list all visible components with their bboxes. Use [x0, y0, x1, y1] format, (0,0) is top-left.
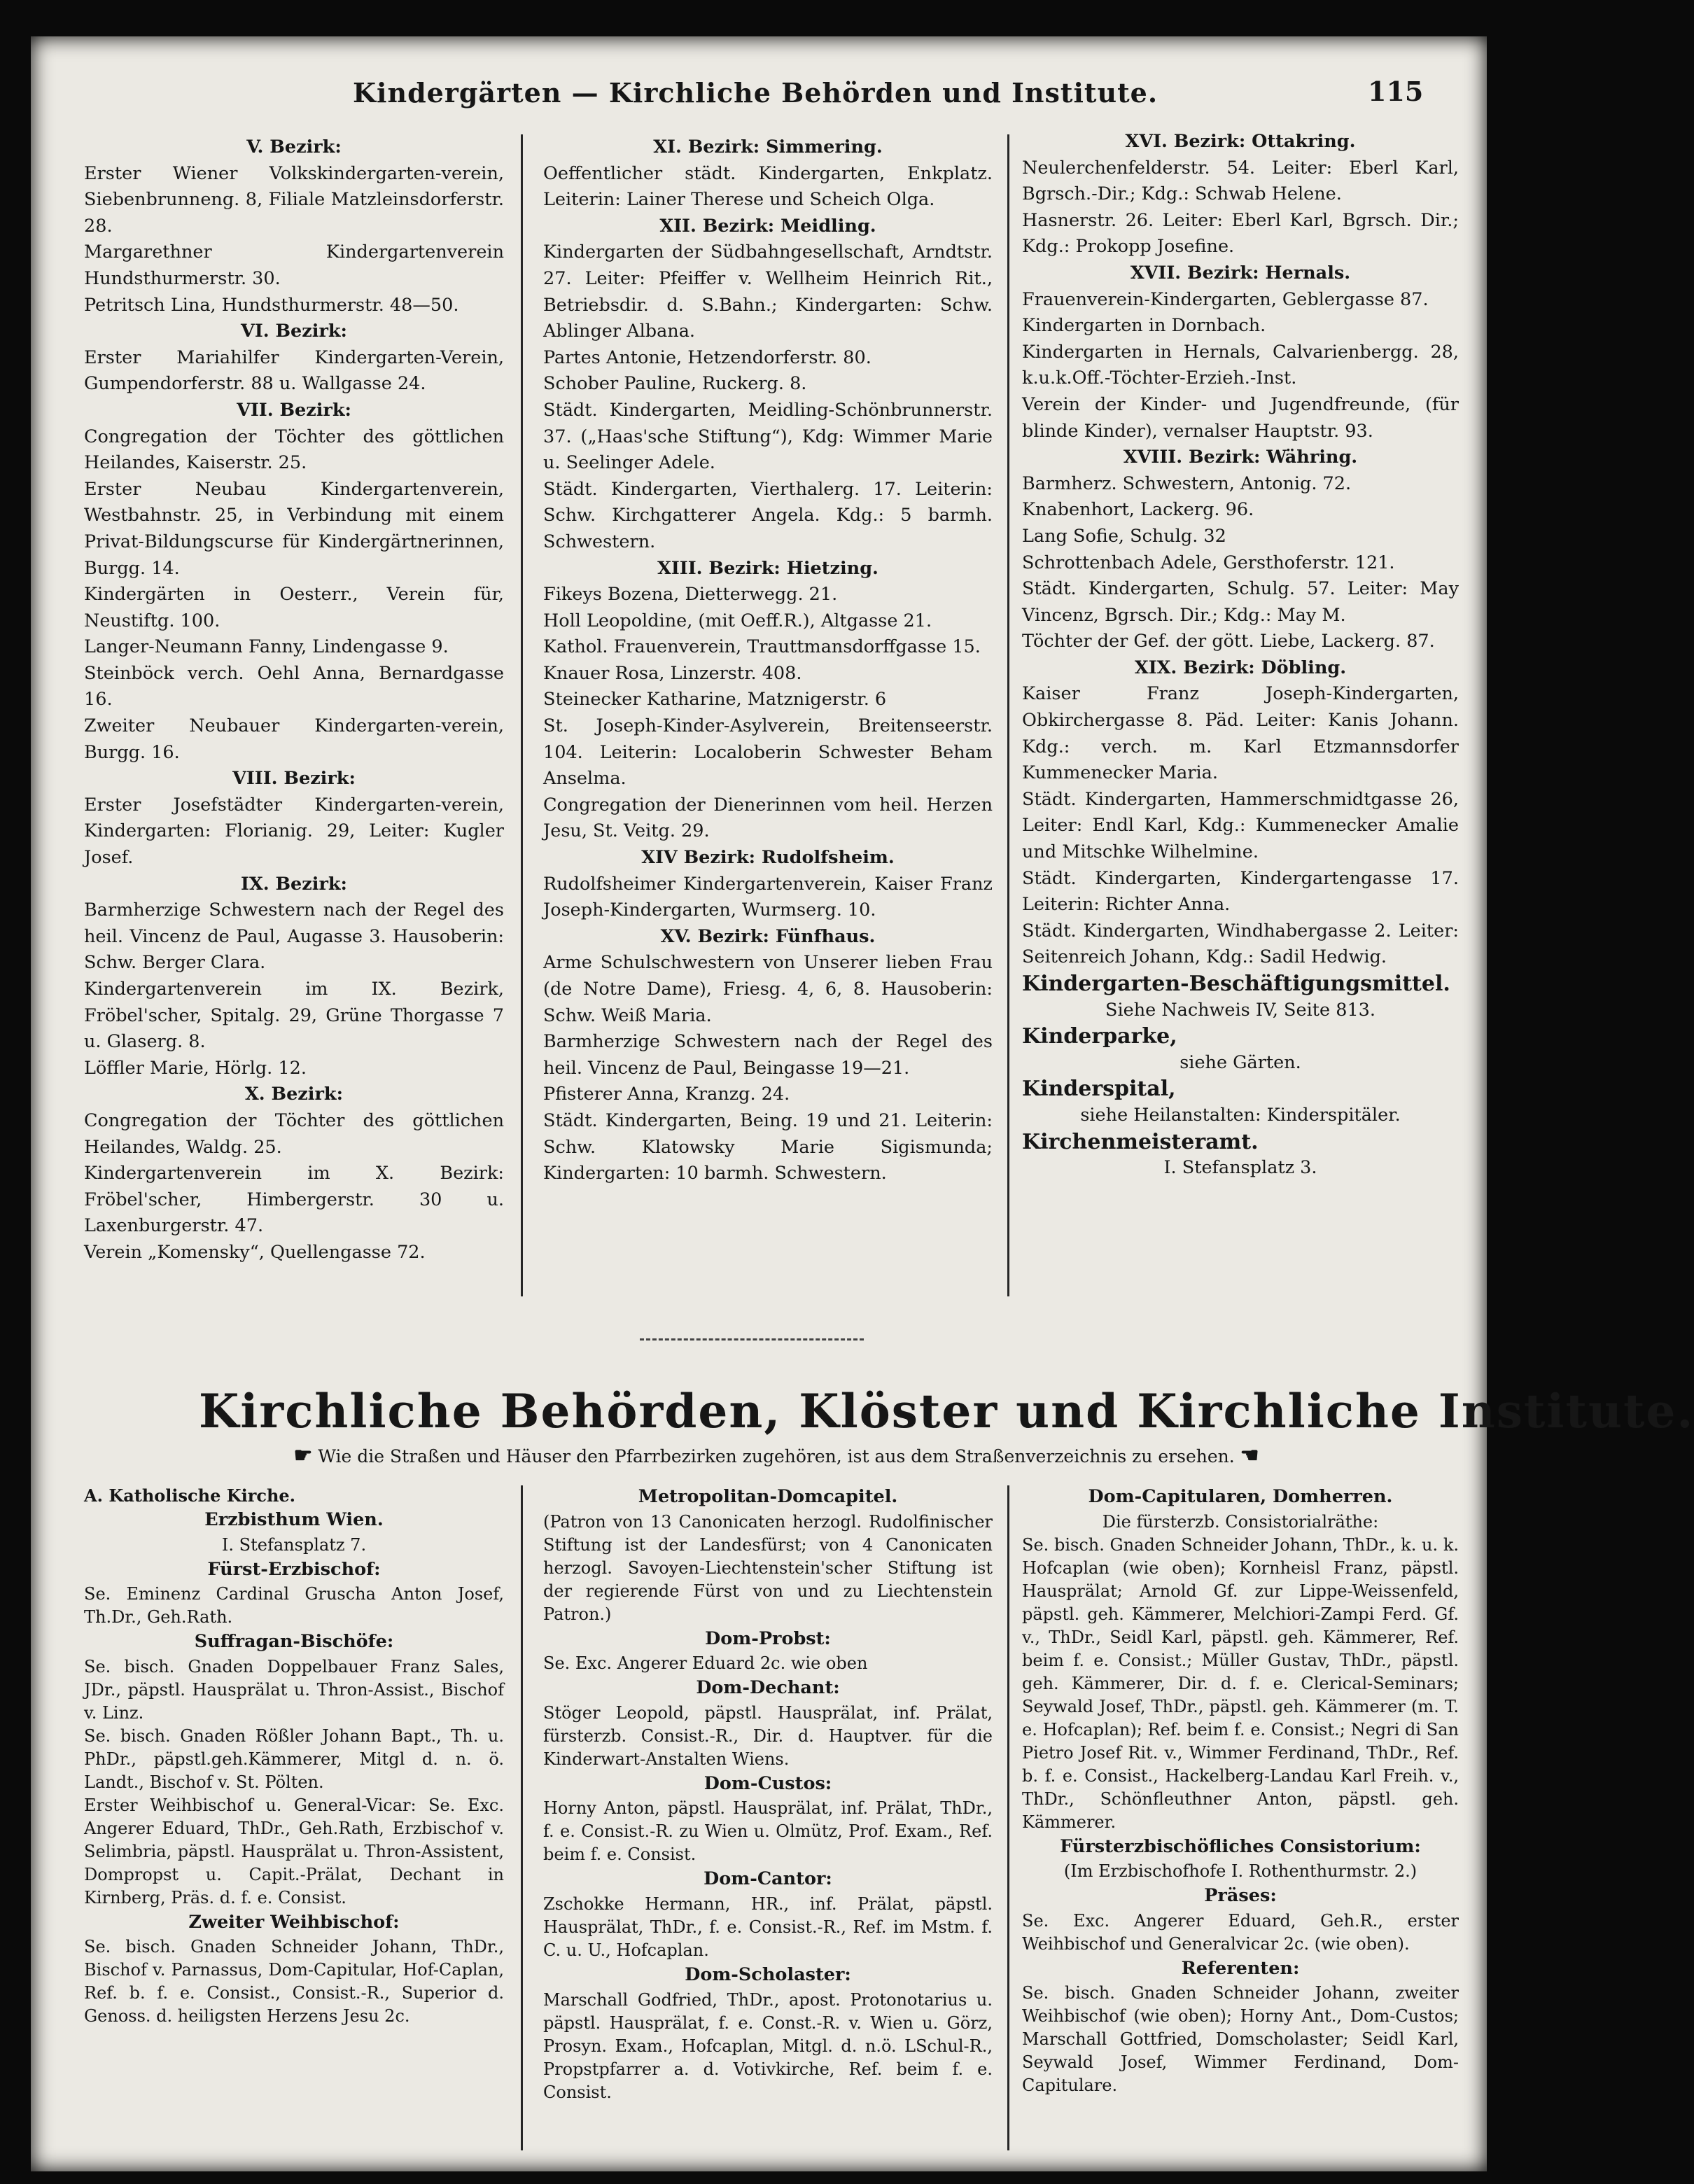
district-heading: V. Bezirk:	[246, 136, 342, 158]
entry: Erster Mariahilfer Kindergarten-Verein, Gumpendorferstr. 88 u. Wallgasse 24.	[84, 346, 504, 395]
entry: Se. Exc. Angerer Eduard, Geh.R., erster Weihbischof und Generalvicar 2c. (wie oben).	[1022, 1910, 1459, 1954]
entry: Oeffentlicher städt. Kindergarten, Enkplatz. Leiterin: Lainer Therese und Scheich Olga.	[543, 162, 993, 211]
page-number: 115	[1368, 76, 1424, 107]
district-heading: XV. Bezirk: Fünfhaus.	[660, 925, 876, 947]
lower-column-3	[1022, 1484, 1459, 2097]
district-heading: XI. Bezirk: Simmering.	[653, 136, 883, 158]
entry: Se. bisch. Gnaden Schneider Johann, ThDr., Bischof v. Parnassus, Dom-Capitular, Hof-Caplan, Ref. b. f. e. Consist., Consist.-R., Superior d. Genoss. d. heiligsten Herzens Jesu 2c.	[84, 1937, 504, 2026]
entry: Schober Pauline, Ruckerg. 8.	[543, 373, 807, 395]
category-heading: Kinderspital,	[1022, 1077, 1176, 1102]
entry: Petritsch Lina, Hundsthurmerstr. 48—50.	[84, 294, 459, 316]
entry: Städt. Kindergarten, Windhabergasse 2. Leiter: Seitenreich Johann, Kdg.: Sadil Hedwig.	[1022, 920, 1459, 968]
district-heading: VII. Bezirk:	[237, 399, 351, 421]
column-rule	[521, 134, 523, 1296]
office-heading: Dom-Cantor:	[704, 1868, 832, 1890]
entry: Verein der Kinder- und Jugendfreunde, (für blinde Kinder), vernalser Hauptstr. 93.	[1022, 393, 1459, 442]
entry: Horny Anton, päpstl. Hausprälat, inf. Prälat, ThDr., f. e. Consist.-R. zu Wien u. Olmütz, Prof. Exam., Ref. beim f. e. Consist.	[543, 1798, 993, 1865]
address: I. Stefansplatz 7.	[221, 1534, 367, 1555]
diocese-heading: Erzbisthum Wien.	[204, 1509, 384, 1530]
page	[31, 36, 1694, 2171]
entry: Erster Neubau Kindergartenverein, Westbahnstr. 25, in Verbindung mit einem Privat-Bildungscurse für Kindergärtnerinnen, Burgg. 14.	[84, 478, 504, 579]
category-heading: Kinderparke,	[1022, 1024, 1177, 1049]
office-heading: Dom-Probst:	[705, 1628, 831, 1649]
entry: Kindergartenverein im X. Bezirk: Fröbel'scher, Himbergerstr. 30 u. Laxenburgerstr. 47.	[84, 1163, 504, 1237]
district-heading: XIX. Bezirk: Döbling.	[1134, 657, 1347, 678]
entry: Fikeys Bozena, Dietterwegg. 21.	[543, 584, 838, 606]
entry: Steinböck verch. Oehl Anna, Bernardgasse 16.	[84, 662, 504, 710]
district-heading: VI. Bezirk:	[241, 321, 347, 342]
entry: Städt. Kindergarten, Schulg. 57. Leiter: May Vincenz, Bgrsch. Dir.; Kdg.: May M.	[1022, 578, 1459, 626]
column-rule	[1007, 1485, 1009, 2150]
entry: Se. bisch. Gnaden Doppelbauer Franz Sales, JDr., päpstl. Hausprälat u. Thron-Assist., Bischof v. Linz.	[84, 1656, 504, 1723]
office-heading: Referenten:	[1181, 1957, 1300, 1979]
office-heading: Dom-Capitularen, Domherren.	[1088, 1486, 1393, 1507]
office-heading: Dom-Scholaster:	[685, 1963, 851, 1985]
entry: Kindergarten in Dornbach.	[1022, 315, 1266, 337]
chapter-heading: Metropolitan-Domcapitel.	[638, 1486, 898, 1507]
entry: Kindergarten der Südbahngesellschaft, Arndtstr. 27. Leiter: Pfeiffer v. Wellheim Heinrich Rit., Betriebsdir. d. S.Bahn.; Kindergarten: Schw. Ablinger Albana.	[543, 241, 993, 342]
column-rule	[521, 1485, 523, 2150]
entry: Congregation der Töchter des göttlichen Heilandes, Waldg. 25.	[84, 1110, 504, 1158]
entry: (Patron von 13 Canonicaten herzogl. Rudolfinischer Stiftung ist der Landesfürst; von 4 Canonicaten herzogl. Savoyen-Liechtenstein'scher Stiftung ist der regierende Fürst von und zu Liechtenstein Patron.)	[543, 1511, 993, 1624]
entry: Verein „Komensky“, Quellengasse 72.	[84, 1241, 426, 1263]
column-1	[84, 134, 504, 1266]
entry: Se. bisch. Gnaden Schneider Johann, zweiter Weihbischof (wie oben); Horny Ant., Dom-Custos; Marschall Gottfried, Domscholaster; Seidl Karl, Seywald Josef, Wimmer Ferdinand, Dom-Capitulare.	[1022, 1983, 1459, 2096]
column-2	[543, 134, 993, 1187]
entry: Lang Sofie, Schulg. 32	[1022, 525, 1226, 547]
cross-reference: siehe Heilanstalten: Kinderspitäler.	[1080, 1104, 1401, 1126]
district-heading: XIV Bezirk: Rudolfsheim.	[641, 847, 895, 869]
entry: Se. Exc. Angerer Eduard 2c. wie oben	[543, 1653, 868, 1674]
office-heading: Zweiter Weihbischof:	[188, 1911, 400, 1933]
entry: Zweiter Neubauer Kindergarten-verein, Burgg. 16.	[84, 715, 504, 763]
district-heading: XVII. Bezirk: Hernals.	[1130, 262, 1351, 284]
entry: Erster Weihbischof u. General-Vicar: Se. Exc. Angerer Eduard, ThDr., Geh.Rath, Erzbischof v. Selimbria, päpstl. Hausprälat u. Thron-Assistent, Dompropst u. Capit.-Prälat, Dechant in Kirnberg, Präs. d. f. e. Consist.	[84, 1795, 504, 1907]
lower-column-1	[84, 1484, 504, 2028]
pointing-hand-icon: ☛	[293, 1443, 313, 1468]
district-heading: X. Bezirk:	[244, 1084, 343, 1105]
office-heading: Fürst-Erzbischof:	[207, 1558, 381, 1580]
entry: Barmherz. Schwestern, Antonig. 72.	[1022, 472, 1352, 494]
entry: Kindergartenverein im IX. Bezirk, Fröbel'scher, Spitalg. 29, Grüne Thorgasse 7 u. Glaserg. 8.	[84, 979, 504, 1053]
entry: Congregation der Töchter des göttlichen Heilandes, Kaiserstr. 25.	[84, 426, 504, 474]
entry: Töchter der Gef. der gött. Liebe, Lackerg. 87.	[1022, 631, 1435, 652]
entry: Kindergarten in Hernals, Calvarienbergg. 28, k.u.k.Off.-Töchter-Erzieh.-Inst.	[1022, 341, 1459, 389]
entry: Kathol. Frauenverein, Trauttmansdorffgasse 15.	[543, 636, 981, 658]
cross-reference: Siehe Nachweis IV, Seite 813.	[1105, 999, 1376, 1021]
entry: Löffler Marie, Hörlg. 12.	[84, 1057, 307, 1079]
district-heading: XIII. Bezirk: Hietzing.	[657, 557, 878, 579]
district-heading: IX. Bezirk:	[241, 873, 347, 895]
entry: Schrottenbach Adele, Gersthoferstr. 121.	[1022, 552, 1395, 573]
entry: Congregation der Dienerinnen vom heil. Herzen Jesu, St. Veitg. 29.	[543, 794, 993, 842]
entry: Rudolfsheimer Kindergartenverein, Kaiser Franz Joseph-Kindergarten, Wurmserg. 10.	[543, 873, 993, 921]
subheading: Die fürsterzb. Consistorialräthe:	[1102, 1511, 1379, 1532]
district-heading: XVIII. Bezirk: Währing.	[1123, 447, 1358, 468]
entry: Städt. Kindergarten, Being. 19 und 21. Leiterin: Schw. Klatowsky Marie Sigismunda; Kindergarten: 10 barmh. Schwestern.	[543, 1110, 993, 1184]
entry: Se. Eminenz Cardinal Gruscha Anton Josef, Th.Dr., Geh.Rath.	[84, 1584, 504, 1628]
entry: Erster Wiener Volkskindergarten-verein, Siebenbrunneng. 8, Filiale Matzleinsdorferstr. 28.	[84, 162, 504, 237]
entry: Städt. Kindergarten, Meidling-Schönbrunnerstr. 37. („Haas'sche Stiftung“), Kdg: Wimmer Marie u. Seelinger Adele.	[543, 399, 993, 474]
entry: Arme Schulschwestern von Unserer lieben Frau (de Notre Dame), Friesg. 4, 6, 8. Hausoberin: Schw. Weiß Maria.	[543, 952, 993, 1026]
entry: Se. bisch. Gnaden Rößler Johann Bapt., Th. u. PhDr., päpstl.geh.Kämmerer, Mitgl d. n. ö. Landt., Bischof v. St. Pölten.	[84, 1726, 504, 1792]
entry: Margarethner Kindergartenverein Hundsthurmerstr. 30.	[84, 241, 504, 289]
column-3	[1022, 129, 1459, 1182]
district-heading: XVI. Bezirk: Ottakring.	[1125, 131, 1356, 152]
category-heading: Kirchenmeisteramt.	[1022, 1129, 1259, 1154]
column-rule	[1007, 134, 1009, 1296]
running-head: Kindergärten — Kirchliche Behörden und Institute.	[353, 77, 1158, 108]
entry: Barmherzige Schwestern nach der Regel des heil. Vincenz de Paul, Augasse 3. Hausoberin: Schw. Berger Clara.	[84, 899, 504, 974]
section-note	[209, 1443, 1343, 1468]
entry: Pfisterer Anna, Kranzg. 24.	[543, 1084, 790, 1105]
entry: Zschokke Hermann, HR., inf. Prälat, päpstl. Hausprälat, ThDr., f. e. Consist.-R., Ref. im Mstm. f. C. u. U., Hofcaplan.	[543, 1893, 993, 1960]
church-heading: A. Katholische Kirche.	[84, 1485, 296, 1506]
entry: Se. bisch. Gnaden Schneider Johann, ThDr., k. u. k. Hofcaplan (wie oben); Kornheisl Franz, päpstl. Hausprälat; Arnold Gf. zur Lippe-Weissenfeld, päpstl. geh. Kämmerer, Melchiori-Zampi Ferd. Gf. v., ThDr., Seidl Karl, päpstl. geh. Kämmerer, Ref. beim f. e. Consist.; Müller Gustav, ThDr., päpstl. geh. Kämmerer, Dir. d. f. e. Clerical-Seminars; Seywald Josef, ThDr., päpstl. geh. Kämmerer (m. T. e. Hofcaplan); Ref. beim f. e. Consist.; Negri di San Pietro Josef Rit. v., Wimmer Ferdinand, ThDr., Ref. b. f. e. Consist., Hackelberg-Landau Karl Freih. v., ThDr., Schönfleuthner Anton, päpstl. geh. Kämmerer.	[1022, 1534, 1459, 1832]
entry: Partes Antonie, Hetzendorferstr. 80.	[543, 346, 872, 368]
entry: Städt. Kindergarten, Hammerschmidtgasse 26, Leiter: Endl Karl, Kdg.: Kummenecker Amalie und Mitschke Wilhelmine.	[1022, 788, 1459, 863]
cross-reference: siehe Gärten.	[1180, 1051, 1301, 1073]
entry: Knauer Rosa, Linzerstr. 408.	[543, 662, 802, 684]
address: (Im Erzbischofhofe I. Rothenthurmstr. 2.)	[1063, 1861, 1418, 1882]
category-heading: Kindergarten-Beschäftigungsmittel.	[1022, 972, 1450, 996]
entry: Neulerchenfelderstr. 54. Leiter: Eberl Karl, Bgrsch.-Dir.; Kdg.: Schwab Helene.	[1022, 157, 1459, 205]
office-heading: Dom-Custos:	[704, 1772, 832, 1794]
lower-column-2	[543, 1484, 993, 2104]
district-heading: XII. Bezirk: Meidling.	[659, 215, 876, 237]
pointing-hand-icon: ☚	[1240, 1443, 1259, 1468]
entry: Stöger Leopold, päpstl. Hausprälat, inf. Prälat, fürsterzb. Consist.-R., Dir. d. Hauptver. für die Kinderwart-Anstalten Wiens.	[543, 1702, 993, 1769]
entry: Hasnerstr. 26. Leiter: Eberl Karl, Bgrsch. Dir.; Kdg.: Prokopp Josefine.	[1022, 209, 1459, 258]
entry: Langer-Neumann Fanny, Lindengasse 9.	[84, 636, 449, 658]
entry: Erster Josefstädter Kindergarten-verein, Kindergarten: Florianig. 29, Leiter: Kugler Josef.	[84, 794, 504, 869]
section-title: Kirchliche Behörden, Klöster und Kirchliche Institute.	[199, 1384, 1694, 1438]
entry: Kaiser Franz Joseph-Kindergarten, Obkirchergasse 8. Päd. Leiter: Kanis Johann. Kdg.: verch. m. Karl Etzmannsdorfer Kummenecker Maria.	[1022, 683, 1459, 784]
entry: Städt. Kindergarten, Kindergartengasse 17. Leiterin: Richter Anna.	[1022, 867, 1459, 916]
entry: Kindergärten in Oesterr., Verein für, Neustiftg. 100.	[84, 584, 504, 631]
section-note-text: Wie die Straßen und Häuser den Pfarrbezirken zugehören, ist aus dem Straßenverzeichnis zu ersehen.	[318, 1446, 1235, 1466]
entry: Städt. Kindergarten, Vierthalerg. 17. Leiterin: Schw. Kirchgatterer Angela. Kdg.: 5 barmh. Schwestern.	[543, 478, 993, 552]
entry: St. Joseph-Kinder-Asylverein, Breitenseerstr. 104. Leiterin: Localoberin Schwester Beham Anselma.	[543, 715, 993, 790]
office-heading: Dom-Dechant:	[696, 1677, 840, 1699]
entry: Steinecker Katharine, Matznigerstr. 6	[543, 689, 887, 710]
office-heading: Suffragan-Bischöfe:	[194, 1631, 394, 1653]
entry: Frauenverein-Kindergarten, Geblergasse 87.	[1022, 288, 1429, 310]
district-heading: VIII. Bezirk:	[232, 768, 356, 790]
office-heading: Präses:	[1204, 1885, 1277, 1907]
entry: Barmherzige Schwestern nach der Regel des heil. Vincenz de Paul, Beingasse 19—21.	[543, 1031, 993, 1079]
separator-rule	[640, 1338, 864, 1340]
entry: Knabenhort, Lackerg. 96.	[1022, 499, 1254, 521]
office-heading: Fürsterzbischöfliches Consistorium:	[1060, 1835, 1421, 1857]
cross-reference: I. Stefansplatz 3.	[1163, 1157, 1317, 1179]
entry: Marschall Godfried, ThDr., apost. Protonotarius u. päpstl. Hausprälat, f. e. Const.-R. v. Wien u. Görz, Prosyn. Exam., Hofcaplan, Mitgl. d. n.ö. LSchul-R., Propstpfarrer a. d. Votivkirche, Ref. beim f. e. Consist.	[543, 1989, 993, 2102]
entry: Holl Leopoldine, (mit Oeff.R.), Altgasse 21.	[543, 610, 932, 631]
